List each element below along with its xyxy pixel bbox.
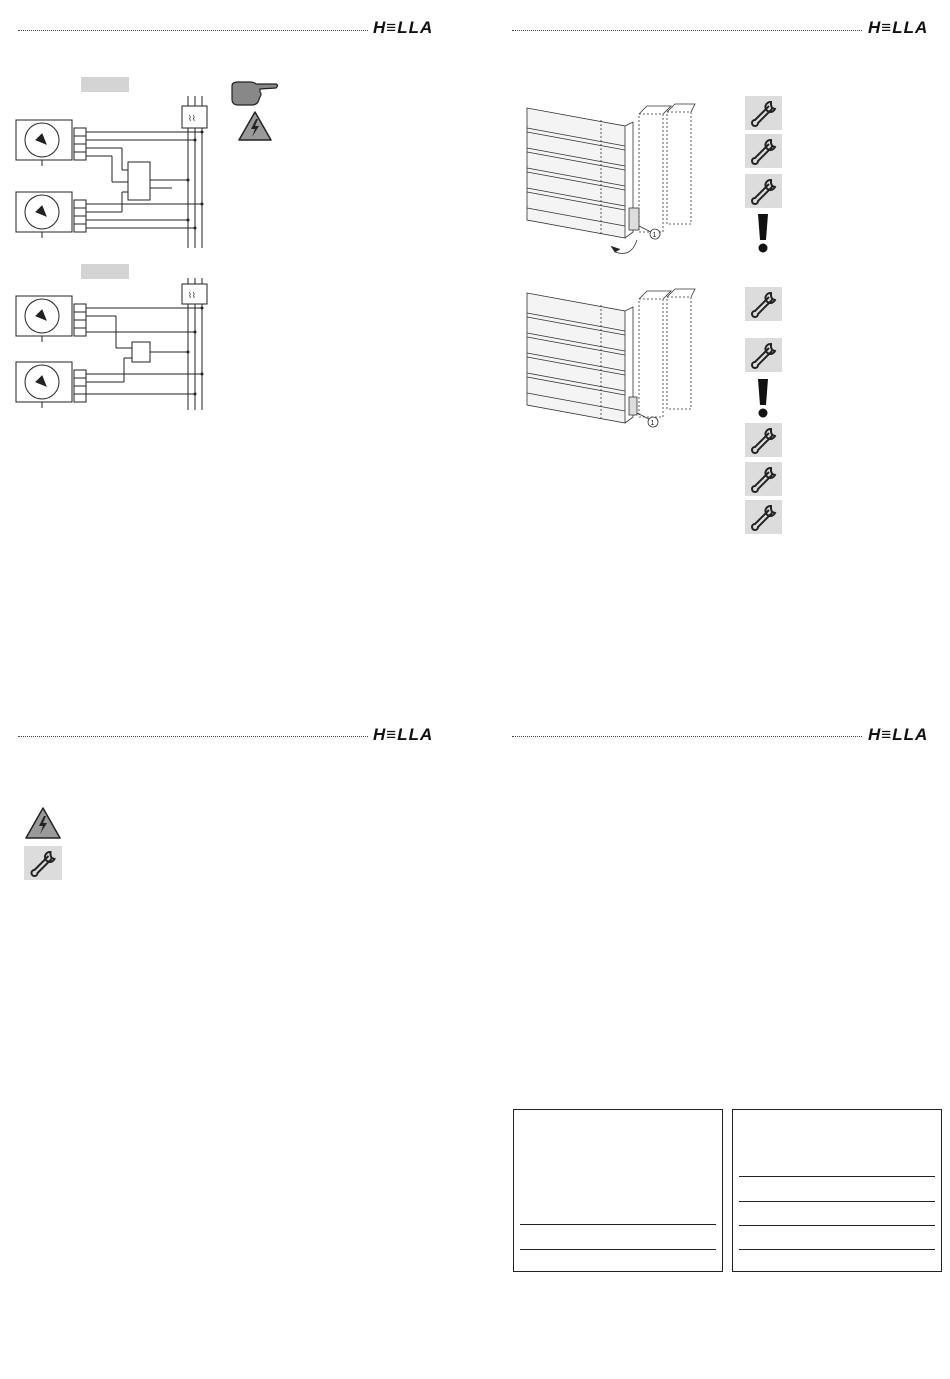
header-rule (18, 736, 368, 737)
form-line[interactable] (520, 1249, 716, 1250)
form-box-right (732, 1109, 942, 1272)
header-rule (512, 30, 862, 31)
wrench-icon (745, 96, 782, 130)
svg-text:1: 1 (652, 232, 657, 239)
wrench-icon (745, 287, 782, 321)
exclamation-icon (755, 212, 771, 254)
svg-text:1: 1 (650, 420, 655, 427)
svg-text:⌇⌇: ⌇⌇ (188, 291, 196, 300)
electrical-warning-icon (24, 806, 62, 840)
electrical-warning-icon (237, 110, 273, 142)
page-1 (0, 0, 475, 700)
form-line[interactable] (739, 1201, 935, 1202)
wrench-icon (745, 423, 782, 457)
form-line[interactable] (739, 1176, 935, 1177)
form-box-left (513, 1109, 723, 1272)
wiring-diagram-2 (12, 278, 217, 410)
form-line[interactable] (520, 1224, 716, 1225)
hella-logo: H≡LLA (868, 725, 929, 744)
door-illustration-1 (525, 100, 705, 260)
hella-logo: H≡LLA (868, 18, 929, 37)
wrench-icon (745, 134, 782, 168)
exclamation-icon (755, 377, 771, 419)
page-2 (475, 0, 950, 700)
pointing-hand-icon (230, 80, 280, 108)
hella-logo: H≡LLA (373, 725, 434, 744)
wrench-icon (24, 846, 62, 880)
header-rule (512, 736, 862, 737)
wiring-diagram-1 (12, 96, 217, 248)
header-rule (18, 30, 368, 31)
wrench-icon (745, 174, 782, 208)
page-3 (0, 700, 475, 1379)
wrench-icon (745, 462, 782, 496)
page-4 (475, 700, 950, 1379)
wrench-icon (745, 500, 782, 534)
form-line[interactable] (739, 1225, 935, 1226)
form-line[interactable] (739, 1249, 935, 1250)
wrench-icon (745, 338, 782, 372)
diagram-label-box-2 (81, 264, 129, 279)
hella-logo: H≡LLA (373, 18, 434, 37)
svg-text:⌇⌇: ⌇⌇ (188, 114, 196, 123)
diagram-label-box-1 (81, 77, 129, 92)
door-illustration-2 (525, 285, 705, 435)
